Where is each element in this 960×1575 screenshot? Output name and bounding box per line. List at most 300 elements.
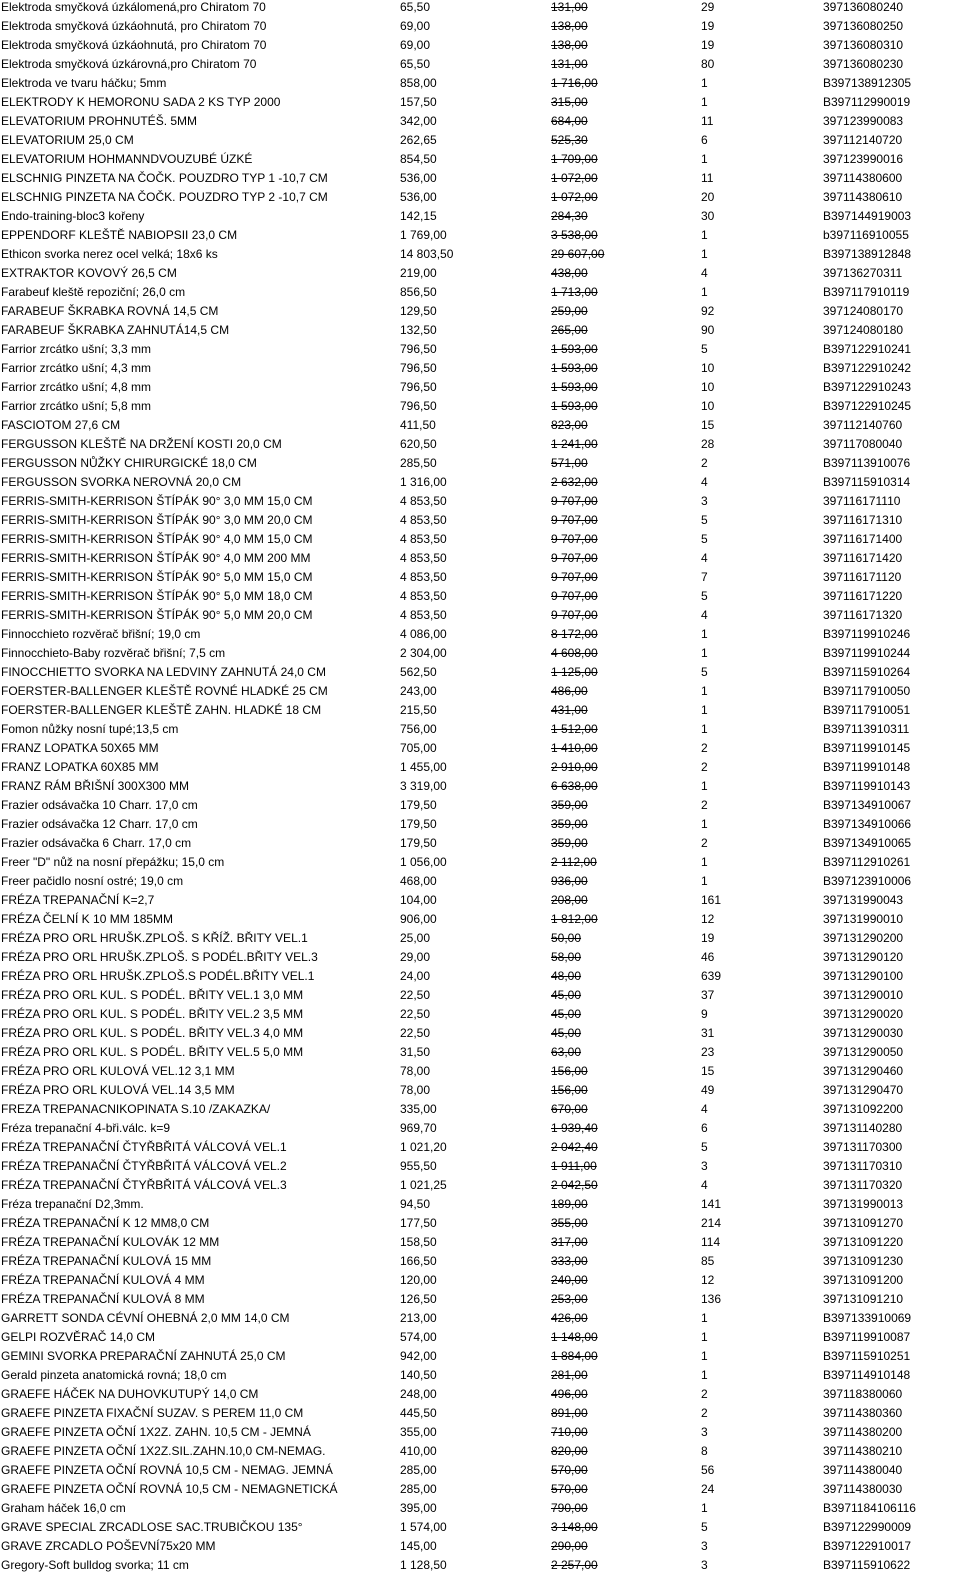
item-quantity: 214	[701, 1216, 722, 1230]
item-code: 397131091210	[823, 1292, 904, 1306]
item-price: 142,15	[400, 209, 437, 223]
item-name: Frazier odsávačka 10 Charr. 17,0 cm	[1, 798, 198, 812]
item-code: B397119910087	[823, 1330, 911, 1344]
item-original-price: 290,00	[551, 1539, 588, 1553]
table-row	[0, 207, 960, 226]
item-code: B397134910066	[823, 817, 912, 831]
item-quantity: 2	[701, 760, 708, 774]
table-row	[0, 720, 960, 739]
item-original-price: 486,00	[551, 684, 588, 698]
item-code: 397123990083	[823, 114, 904, 128]
item-code: 397116171420	[823, 551, 903, 565]
item-quantity: 19	[701, 38, 715, 52]
item-code: 397136270311	[823, 266, 903, 280]
item-quantity: 28	[701, 437, 715, 451]
item-quantity: 2	[701, 836, 708, 850]
table-row	[0, 815, 960, 834]
table-row	[0, 36, 960, 55]
item-quantity: 37	[701, 988, 715, 1002]
item-quantity: 11	[701, 171, 714, 185]
item-quantity: 6	[701, 133, 708, 147]
item-original-price: 426,00	[551, 1311, 588, 1325]
table-row	[0, 1480, 960, 1499]
item-code: 397131290470	[823, 1083, 904, 1097]
item-quantity: 29	[701, 0, 715, 14]
item-quantity: 161	[701, 893, 722, 907]
item-price: 4 853,50	[400, 589, 447, 603]
item-quantity: 3	[701, 1159, 708, 1173]
item-code: b397116910055	[823, 228, 909, 242]
item-name: FERRIS-SMITH-KERRISON ŠTÍPÁK 90° 4,0 MM 200 MM	[1, 551, 311, 565]
item-original-price: 9 707,00	[551, 570, 598, 584]
table-row	[0, 378, 960, 397]
table-row	[0, 1252, 960, 1271]
item-quantity: 5	[701, 513, 708, 527]
item-original-price: 317,00	[551, 1235, 588, 1249]
item-code: 397116171310	[823, 513, 903, 527]
table-row	[0, 1499, 960, 1518]
item-name: Elektroda smyčková úzkáohnutá, pro Chiratom 70	[1, 38, 267, 52]
item-code: 397131290050	[823, 1045, 904, 1059]
item-quantity: 1	[701, 247, 708, 261]
item-original-price: 48,00	[551, 969, 582, 983]
item-quantity: 1	[701, 228, 708, 242]
item-quantity: 12	[701, 1273, 715, 1287]
item-name: FRÉZA PRO ORL KUL. S PODÉL. BŘITY VEL.3 4,0 MM	[1, 1026, 304, 1040]
item-original-price: 315,00	[551, 95, 588, 109]
item-quantity: 1	[701, 1501, 708, 1515]
table-row	[0, 74, 960, 93]
item-original-price: 2 632,00	[551, 475, 598, 489]
item-original-price: 2 910,00	[551, 760, 598, 774]
item-price: 536,00	[400, 171, 437, 185]
table-row	[0, 416, 960, 435]
table-row	[0, 1404, 960, 1423]
table-row	[0, 93, 960, 112]
item-quantity: 24	[701, 1482, 715, 1496]
item-quantity: 2	[701, 456, 708, 470]
item-price: 342,00	[400, 114, 437, 128]
item-price: 126,50	[400, 1292, 437, 1306]
item-code: 397131170310	[823, 1159, 903, 1173]
table-row	[0, 1328, 960, 1347]
item-original-price: 891,00	[551, 1406, 588, 1420]
item-price: 78,00	[400, 1083, 431, 1097]
item-name: Endo-training-bloc3 kořeny	[1, 209, 145, 223]
item-name: FRÉZA PRO ORL KUL. S PODÉL. BŘITY VEL.2 3,5 MM	[1, 1007, 304, 1021]
item-code: B397133910069	[823, 1311, 912, 1325]
item-original-price: 58,00	[551, 950, 582, 964]
table-row	[0, 397, 960, 416]
item-price: 285,00	[400, 1482, 437, 1496]
item-name: Elektroda smyčková úzkárovná,pro Chiratom 70	[1, 57, 257, 71]
item-price: 536,00	[400, 190, 437, 204]
item-price: 355,00	[400, 1425, 437, 1439]
item-original-price: 1 716,00	[551, 76, 598, 90]
table-row	[0, 1461, 960, 1480]
item-price: 1 021,25	[400, 1178, 447, 1192]
item-code: 397136080240	[823, 0, 904, 14]
table-row	[0, 587, 960, 606]
item-price: 243,00	[400, 684, 437, 698]
table-row	[0, 1005, 960, 1024]
item-original-price: 359,00	[551, 798, 588, 812]
item-name: Graham háček 16,0 cm	[1, 1501, 126, 1515]
item-quantity: 3	[701, 1539, 708, 1553]
item-quantity: 12	[701, 912, 715, 926]
item-name: GRAEFE PINZETA OČNÍ 1X2Z.SIL.ZAHN.10,0 CM-NEMAG.	[1, 1444, 326, 1458]
table-row	[0, 1423, 960, 1442]
table-row	[0, 1043, 960, 1062]
item-quantity: 2	[701, 1387, 708, 1401]
table-row	[0, 948, 960, 967]
item-code: B3971184106116	[823, 1501, 916, 1515]
item-name: GARRETT SONDA CÉVNÍ OHEBNÁ 2,0 MM 14,0 CM	[1, 1311, 290, 1325]
item-original-price: 1 713,00	[551, 285, 598, 299]
item-quantity: 1	[701, 874, 708, 888]
item-original-price: 284,30	[551, 209, 588, 223]
item-original-price: 45,00	[551, 988, 582, 1002]
item-price: 14 803,50	[400, 247, 454, 261]
item-code: 397131290030	[823, 1026, 904, 1040]
item-name: GRAEFE PINZETA FIXAČNÍ SUZAV. S PEREM 11,0 CM	[1, 1406, 304, 1420]
item-quantity: 1	[701, 703, 708, 717]
item-price: 4 853,50	[400, 513, 447, 527]
item-price: 132,50	[400, 323, 437, 337]
item-original-price: 6 638,00	[551, 779, 598, 793]
item-original-price: 359,00	[551, 836, 588, 850]
item-name: FERGUSSON NŮŽKY CHIRURGICKÉ 18,0 CM	[1, 456, 257, 470]
item-code: B397117910050	[823, 684, 911, 698]
item-name: GRAEFE PINZETA OČNÍ ROVNÁ 10,5 CM - NEMAGNETICKÁ	[1, 1482, 338, 1496]
item-price: 179,50	[400, 836, 437, 850]
item-original-price: 253,00	[551, 1292, 588, 1306]
item-original-price: 9 707,00	[551, 494, 598, 508]
item-quantity: 5	[701, 532, 708, 546]
item-name: ELEKTRODY K HEMORONU SADA 2 KS TYP 2000	[1, 95, 281, 109]
item-name: Frazier odsávačka 12 Charr. 17,0 cm	[1, 817, 198, 831]
item-name: FRÉZA PRO ORL KUL. S PODÉL. BŘITY VEL.5 5,0 MM	[1, 1045, 304, 1059]
item-code: 397112140720	[823, 133, 903, 147]
item-quantity: 80	[701, 57, 715, 71]
item-quantity: 15	[701, 418, 715, 432]
item-original-price: 1 911,00	[551, 1159, 597, 1173]
item-code: B397123910006	[823, 874, 912, 888]
item-name: FARABEUF ŠKRABKA ROVNÁ 14,5 CM	[1, 304, 219, 318]
item-price: 177,50	[400, 1216, 437, 1230]
item-price: 796,50	[400, 380, 437, 394]
item-price: 65,50	[400, 0, 431, 14]
item-code: B397144919003	[823, 209, 912, 223]
item-price: 796,50	[400, 361, 437, 375]
item-original-price: 355,00	[551, 1216, 588, 1230]
item-price: 285,00	[400, 1463, 437, 1477]
item-original-price: 2 042,40	[551, 1140, 598, 1154]
item-code: 397131290200	[823, 931, 904, 945]
item-name: Freer pačidlo nosní ostré; 19,0 cm	[1, 874, 184, 888]
item-price: 4 086,00	[400, 627, 447, 641]
item-name: Fréza trepanační 4-bři.válc. k=9	[1, 1121, 171, 1135]
item-code: B397122910245	[823, 399, 912, 413]
item-name: FRÉZA TREPANAČNÍ ČTYŘBŘITÁ VÁLCOVÁ VEL.3	[1, 1178, 287, 1192]
item-name: Farrior zrcátko ušní; 4,8 mm	[1, 380, 152, 394]
item-price: 25,00	[400, 931, 431, 945]
item-name: FERGUSSON KLEŠTĚ NA DRŽENÍ KOSTI 20,0 CM	[1, 437, 282, 451]
item-original-price: 359,00	[551, 817, 588, 831]
item-quantity: 1	[701, 95, 708, 109]
item-original-price: 3 538,00	[551, 228, 598, 242]
item-name: FERRIS-SMITH-KERRISON ŠTÍPÁK 90° 3,0 MM 20,0 CM	[1, 513, 313, 527]
item-code: B397115910314	[823, 475, 911, 489]
table-row	[0, 1366, 960, 1385]
item-original-price: 281,00	[551, 1368, 588, 1382]
item-code: B397112990019	[823, 95, 911, 109]
item-code: B397113910311	[823, 722, 910, 736]
item-original-price: 1 241,00	[551, 437, 598, 451]
item-name: FERGUSSON SVORKA NEROVNÁ 20,0 CM	[1, 475, 242, 489]
table-row	[0, 264, 960, 283]
item-original-price: 131,00	[551, 0, 588, 14]
item-original-price: 1 709,00	[551, 152, 598, 166]
item-price: 2 304,00	[400, 646, 447, 660]
item-name: GRAVE ZRCADLO POŠEVNÍ75x20 MM	[1, 1539, 216, 1553]
item-original-price: 525,30	[551, 133, 588, 147]
item-name: Farrior zrcátko ušní; 3,3 mm	[1, 342, 152, 356]
item-price: 411,50	[400, 418, 436, 432]
item-code: 397131290120	[823, 950, 904, 964]
item-name: FRÉZA TREPANAČNÍ ČTYŘBŘITÁ VÁLCOVÁ VEL.2	[1, 1159, 287, 1173]
item-code: 397116171320	[823, 608, 903, 622]
table-row	[0, 1347, 960, 1366]
item-quantity: 4	[701, 1102, 708, 1116]
item-price: 445,50	[400, 1406, 437, 1420]
item-original-price: 240,00	[551, 1273, 588, 1287]
table-row	[0, 1119, 960, 1138]
item-original-price: 131,00	[551, 57, 588, 71]
item-price: 562,50	[400, 665, 437, 679]
item-original-price: 138,00	[551, 38, 588, 52]
item-original-price: 45,00	[551, 1026, 582, 1040]
item-quantity: 5	[701, 589, 708, 603]
item-price: 140,50	[400, 1368, 437, 1382]
item-quantity: 92	[701, 304, 715, 318]
item-price: 468,00	[400, 874, 437, 888]
item-price: 129,50	[400, 304, 437, 318]
item-code: B397115910251	[823, 1349, 911, 1363]
item-quantity: 1	[701, 1311, 708, 1325]
item-name: FARABEUF ŠKRABKA ZAHNUTÁ14,5 CM	[1, 323, 230, 337]
table-row	[0, 625, 960, 644]
item-code: 397131091220	[823, 1235, 904, 1249]
item-quantity: 1	[701, 855, 708, 869]
item-name: Farrior zrcátko ušní; 4,3 mm	[1, 361, 152, 375]
item-name: GRAEFE PINZETA OČNÍ 1X2Z. ZAHN. 10,5 CM - JEMNÁ	[1, 1425, 311, 1439]
item-original-price: 1 593,00	[551, 380, 598, 394]
item-price: 262,65	[400, 133, 437, 147]
table-row	[0, 1309, 960, 1328]
item-code: 397116171120	[823, 570, 902, 584]
item-quantity: 10	[701, 380, 715, 394]
table-row	[0, 910, 960, 929]
table-row	[0, 340, 960, 359]
item-quantity: 3	[701, 494, 708, 508]
item-price: 3 319,00	[400, 779, 447, 793]
item-price: 248,00	[400, 1387, 437, 1401]
item-quantity: 136	[701, 1292, 722, 1306]
item-original-price: 156,00	[551, 1083, 588, 1097]
item-code: 397116171110	[823, 494, 901, 508]
item-name: Frazier odsávačka 6 Charr. 17,0 cm	[1, 836, 192, 850]
item-original-price: 1 512,00	[551, 722, 598, 736]
item-price: 179,50	[400, 798, 437, 812]
item-quantity: 1	[701, 684, 708, 698]
item-name: Elektroda smyčková úzkáohnutá, pro Chiratom 70	[1, 19, 267, 33]
table-row	[0, 872, 960, 891]
table-row	[0, 796, 960, 815]
table-row	[0, 55, 960, 74]
item-quantity: 19	[701, 931, 715, 945]
item-name: ELEVATORIUM HOHMANNDVOUZUBÉ ÚZKÉ	[1, 152, 253, 166]
item-code: 397136080310	[823, 38, 904, 52]
table-row	[0, 150, 960, 169]
item-price: 955,50	[400, 1159, 437, 1173]
table-row	[0, 1290, 960, 1309]
item-quantity: 1	[701, 779, 708, 793]
item-original-price: 29 607,00	[551, 247, 605, 261]
item-code: 397124080180	[823, 323, 904, 337]
table-row	[0, 283, 960, 302]
item-original-price: 189,00	[551, 1197, 588, 1211]
item-code: 397114380200	[823, 1425, 903, 1439]
item-code: 397136080230	[823, 57, 904, 71]
item-price: 22,50	[400, 1026, 431, 1040]
item-quantity: 23	[701, 1045, 715, 1059]
item-price: 756,00	[400, 722, 437, 736]
item-code: 397131092200	[823, 1102, 904, 1116]
item-code: 397116171400	[823, 532, 903, 546]
item-original-price: 438,00	[551, 266, 588, 280]
item-name: FRANZ LOPATKA 60X85 MM	[1, 760, 159, 774]
item-quantity: 30	[701, 209, 715, 223]
item-code: 397131091230	[823, 1254, 904, 1268]
item-price: 620,50	[400, 437, 437, 451]
item-price: 969,70	[400, 1121, 437, 1135]
item-code: B397117910119	[823, 285, 910, 299]
table-row	[0, 1100, 960, 1119]
item-code: 397124080170	[823, 304, 904, 318]
item-price: 157,50	[400, 95, 437, 109]
item-price: 4 853,50	[400, 570, 447, 584]
item-price: 1 769,00	[400, 228, 447, 242]
item-name: FERRIS-SMITH-KERRISON ŠTÍPÁK 90° 4,0 MM 15,0 CM	[1, 532, 313, 546]
item-price: 4 853,50	[400, 532, 447, 546]
item-code: 397123990016	[823, 152, 904, 166]
table-row	[0, 0, 960, 17]
item-quantity: 31	[701, 1026, 715, 1040]
table-row	[0, 245, 960, 264]
item-quantity: 90	[701, 323, 715, 337]
item-quantity: 1	[701, 627, 708, 641]
item-quantity: 5	[701, 342, 708, 356]
item-code: 397131290020	[823, 1007, 904, 1021]
item-price: 942,00	[400, 1349, 437, 1363]
table-row	[0, 644, 960, 663]
item-quantity: 1	[701, 76, 708, 90]
item-quantity: 10	[701, 361, 715, 375]
item-original-price: 333,00	[551, 1254, 588, 1268]
item-price: 854,50	[400, 152, 437, 166]
item-name: FRÉZA PRO ORL HRUŠK.ZPLOŠ. S PODÉL.BŘITY VEL.3	[1, 950, 318, 964]
item-quantity: 56	[701, 1463, 715, 1477]
item-original-price: 3 148,00	[551, 1520, 598, 1534]
item-name: ELSCHNIG PINZETA NA ČOČK. POUZDRO TYP 2 -10,7 CM	[1, 190, 328, 204]
table-row	[0, 473, 960, 492]
table-row	[0, 1138, 960, 1157]
item-price: 285,50	[400, 456, 437, 470]
item-original-price: 820,00	[551, 1444, 588, 1458]
item-code: B397122990009	[823, 1520, 912, 1534]
table-row	[0, 701, 960, 720]
item-code: 397114380040	[823, 1463, 903, 1477]
item-name: FRÉZA PRO ORL HRUŠK.ZPLOŠ.S PODÉL.BŘITY VEL.1	[1, 969, 315, 983]
item-name: GRAEFE HÁČEK NA DUHOVKUTUPÝ 14,0 CM	[1, 1387, 259, 1401]
item-name: FRÉZA TREPANAČNÍ KULOVÁ 15 MM	[1, 1254, 212, 1268]
item-code: B397114910148	[823, 1368, 911, 1382]
item-code: 397131091270	[823, 1216, 904, 1230]
item-original-price: 63,00	[551, 1045, 582, 1059]
item-original-price: 684,00	[551, 114, 588, 128]
table-row	[0, 359, 960, 378]
item-name: GEMINI SVORKA PREPARAČNÍ ZAHNUTÁ 25,0 CM	[1, 1349, 286, 1363]
item-code: B397138912305	[823, 76, 912, 90]
item-quantity: 5	[701, 1520, 708, 1534]
item-original-price: 50,00	[551, 931, 582, 945]
item-name: Gregory-Soft bulldog svorka; 11 cm	[1, 1558, 189, 1572]
item-code: 397131290010	[823, 988, 904, 1002]
item-price: 4 853,50	[400, 608, 447, 622]
item-original-price: 1 072,00	[551, 190, 598, 204]
item-quantity: 15	[701, 1064, 715, 1078]
table-row	[0, 131, 960, 150]
item-name: FERRIS-SMITH-KERRISON ŠTÍPÁK 90° 3,0 MM 15,0 CM	[1, 494, 313, 508]
table-row	[0, 1518, 960, 1537]
item-price: 104,00	[400, 893, 437, 907]
item-original-price: 2 112,00	[551, 855, 597, 869]
item-code: 397116171220	[823, 589, 903, 603]
item-original-price: 265,00	[551, 323, 588, 337]
item-code: B397112910261	[823, 855, 911, 869]
item-code: B397138912848	[823, 247, 912, 261]
table-row	[0, 739, 960, 758]
table-row	[0, 1195, 960, 1214]
item-name: ELEVATORIUM 25,0 CM	[1, 133, 134, 147]
item-code: 397112140760	[823, 418, 903, 432]
item-original-price: 790,00	[551, 1501, 588, 1515]
item-quantity: 4	[701, 608, 708, 622]
item-name: Fréza trepanační D2,3mm.	[1, 1197, 144, 1211]
table-row	[0, 435, 960, 454]
table-row	[0, 606, 960, 625]
item-code: B397134910065	[823, 836, 912, 850]
item-price: 1 021,20	[400, 1140, 447, 1154]
item-original-price: 1 148,00	[551, 1330, 598, 1344]
item-code: 397131091200	[823, 1273, 904, 1287]
item-code: B397113910076	[823, 456, 911, 470]
item-code: B397117910051	[823, 703, 911, 717]
item-quantity: 7	[701, 570, 708, 584]
item-quantity: 5	[701, 1140, 708, 1154]
table-row	[0, 1385, 960, 1404]
